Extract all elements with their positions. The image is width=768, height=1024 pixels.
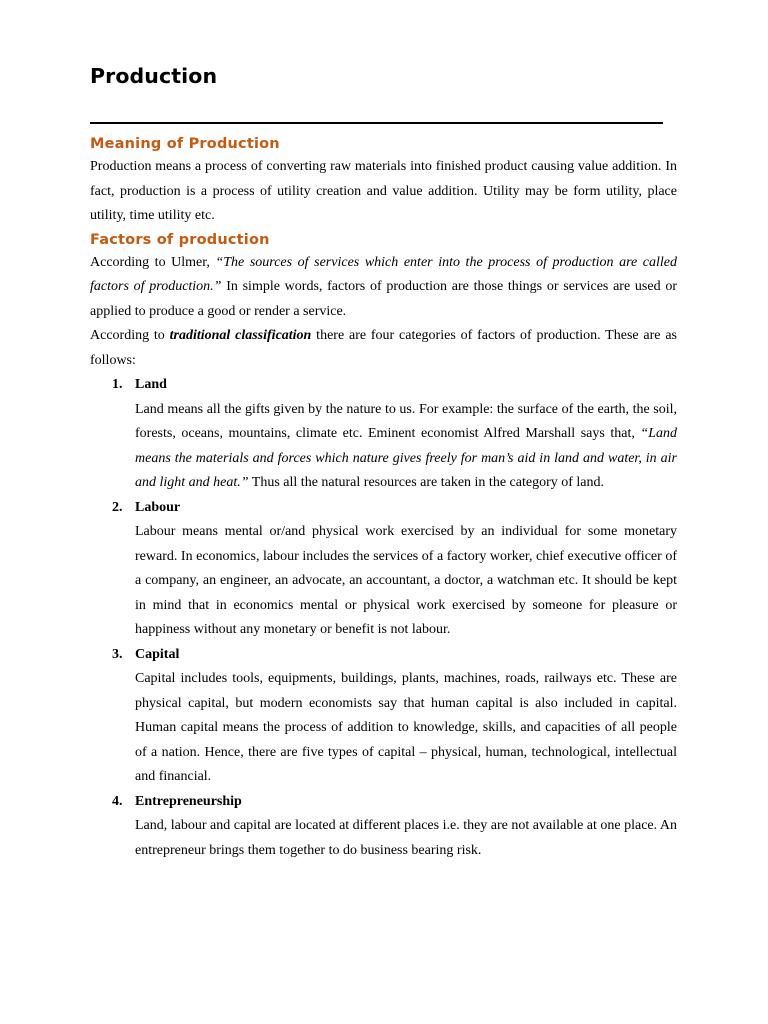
land-text-before: Land means all the gifts given by the nature to us. For example: the surface of the earth, the soil, forests, oceans, mountains, climate etc. Eminent economist Alfred Marshall says that,: [135, 401, 677, 441]
document-body: [90, 133, 677, 863]
list-item-text: [135, 398, 677, 496]
ulmer-tail: In simple words, factors of production are those things or services are used or applied to produce a good or render a service.: [90, 279, 677, 319]
factors-list: [90, 373, 677, 863]
marshall-quote: “Land means the materials and forces which nature gives freely for man’s aid in land and water, in air and light and heat.”: [135, 426, 677, 490]
ulmer-lead: According to Ulmer,: [90, 254, 216, 270]
classification-paragraph: [90, 324, 677, 373]
list-item-labour: [90, 496, 677, 643]
list-item-land: [90, 373, 677, 496]
ulmer-paragraph: [90, 251, 677, 325]
list-item-capital: [90, 643, 677, 790]
list-number: 1.: [112, 377, 123, 392]
section-heading-meaning: Meaning of Production: [90, 136, 280, 152]
classification-tail: there are four categories of factors of production. These are as follows:: [90, 328, 678, 368]
list-item-text: Capital includes tools, equipments, buildings, plants, machines, roads, railways etc. These are physical capital, but modern economists say that human capital is also included in capital. Human capital means the process of addition to knowledge, skills, and capacities of all people of a nation. Hence, there are five types of capital – physical, human, technological, intellectual and financial.: [135, 671, 677, 784]
classification-emphasis: traditional classification: [169, 328, 312, 343]
list-item-text: Land, labour and capital are located at different places i.e. they are not available at one place. An entrepreneur brings them together to do business bearing risk.: [135, 818, 677, 858]
list-item-title: Capital: [135, 646, 180, 662]
title-divider: [90, 122, 663, 124]
list-item-text: Labour means mental or/and physical work exercised by an individual for some monetary reward. In economics, labour includes the services of a factory worker, chief executive officer of a company, an engineer, an advocate, an accountant, a doctor, a watchman etc. It should be kept in mind that in economics mental or physical work exercised by someone for pleasure or happiness without any monetary or benefit is not labour.: [135, 524, 677, 637]
list-item-title: Land: [135, 377, 167, 392]
page-title: Production: [90, 64, 218, 88]
list-item-title: Labour: [135, 499, 181, 515]
list-number: 2.: [112, 499, 123, 515]
section-heading-factors: Factors of production: [90, 231, 270, 248]
list-number: 4.: [112, 793, 123, 809]
meaning-paragraph: Production means a process of converting raw materials into finished product causing value addition. In fact, production is a process of utility creation and value addition. Utility may be form utility, place utility, time utility etc.: [90, 159, 677, 223]
list-number: 3.: [112, 646, 123, 662]
land-text-after: Thus all the natural resources are taken in the category of land.: [248, 475, 604, 490]
list-item-entrepreneurship: [90, 790, 677, 864]
ulmer-quote: “The sources of services which enter into the process of production are called factors of production.”: [90, 254, 678, 294]
classification-lead: According to: [90, 328, 170, 343]
list-item-title: Entrepreneurship: [135, 793, 242, 809]
